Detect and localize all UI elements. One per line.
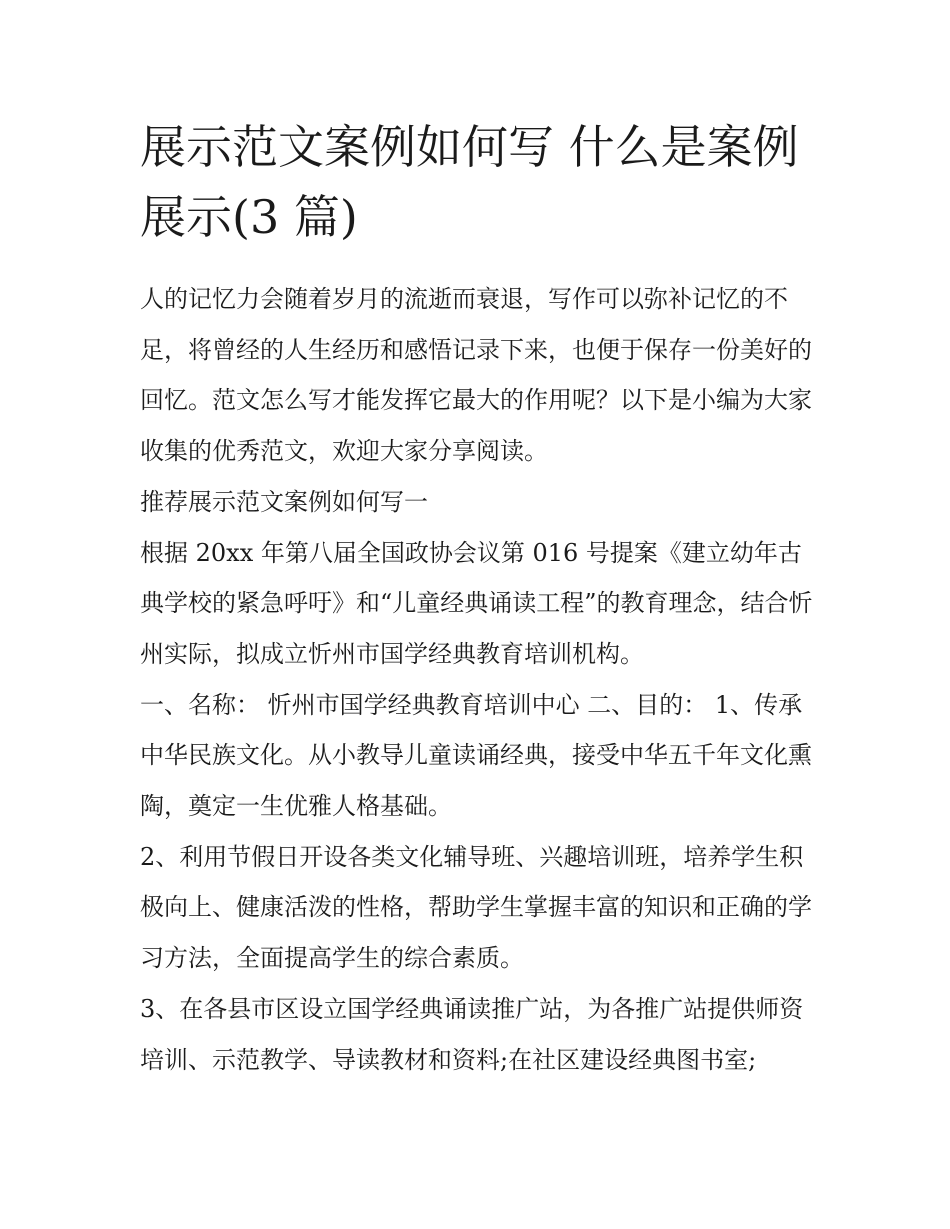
document-body xyxy=(140,274,820,1085)
paragraph: 一、名称： 忻州市国学经典教育培训中心 二、目的： 1、传承中华民族文化。从小教导儿童读诵经典，接受中华五千年文化熏陶，奠定一生优雅人格基础。 xyxy=(140,690,812,821)
paragraph: 根据 20xx 年第八届全国政协会议第 016 号提案《建立幼年古典学校的紧急呼吁》和“儿童经典诵读工程”的教育理念，结合忻州实际，拟成立忻州市国学经典教育培训机构。 xyxy=(140,538,813,668)
section-heading: 推荐展示范文案例如何写一 xyxy=(140,487,428,516)
document-title: 展示范文案例如何写 什么是案例展示(3 篇) xyxy=(140,120,799,244)
paragraph: 2、利用节假日开设各类文化辅导班、兴趣培训班，培养学生积极向上、健康活泼的性格，帮助学生掌握丰富的知识和正确的学习方法，全面提高学生的综合素质。 xyxy=(140,842,812,973)
intro-paragraph: 人的记忆力会随着岁月的流逝而衰退，写作可以弥补记忆的不足，将曾经的人生经历和感悟记录下来，也便于保存一份美好的回忆。范文怎么写才能发挥它最大的作用呢？以下是小编为大家收集的优秀范文，欢迎大家分享阅读。 xyxy=(140,285,812,466)
paragraph: 3、在各县市区设立国学经典诵读推广站，为各推广站提供师资培训、示范教学、导读教材和资料;在社区建设经典图书室; xyxy=(140,994,804,1074)
